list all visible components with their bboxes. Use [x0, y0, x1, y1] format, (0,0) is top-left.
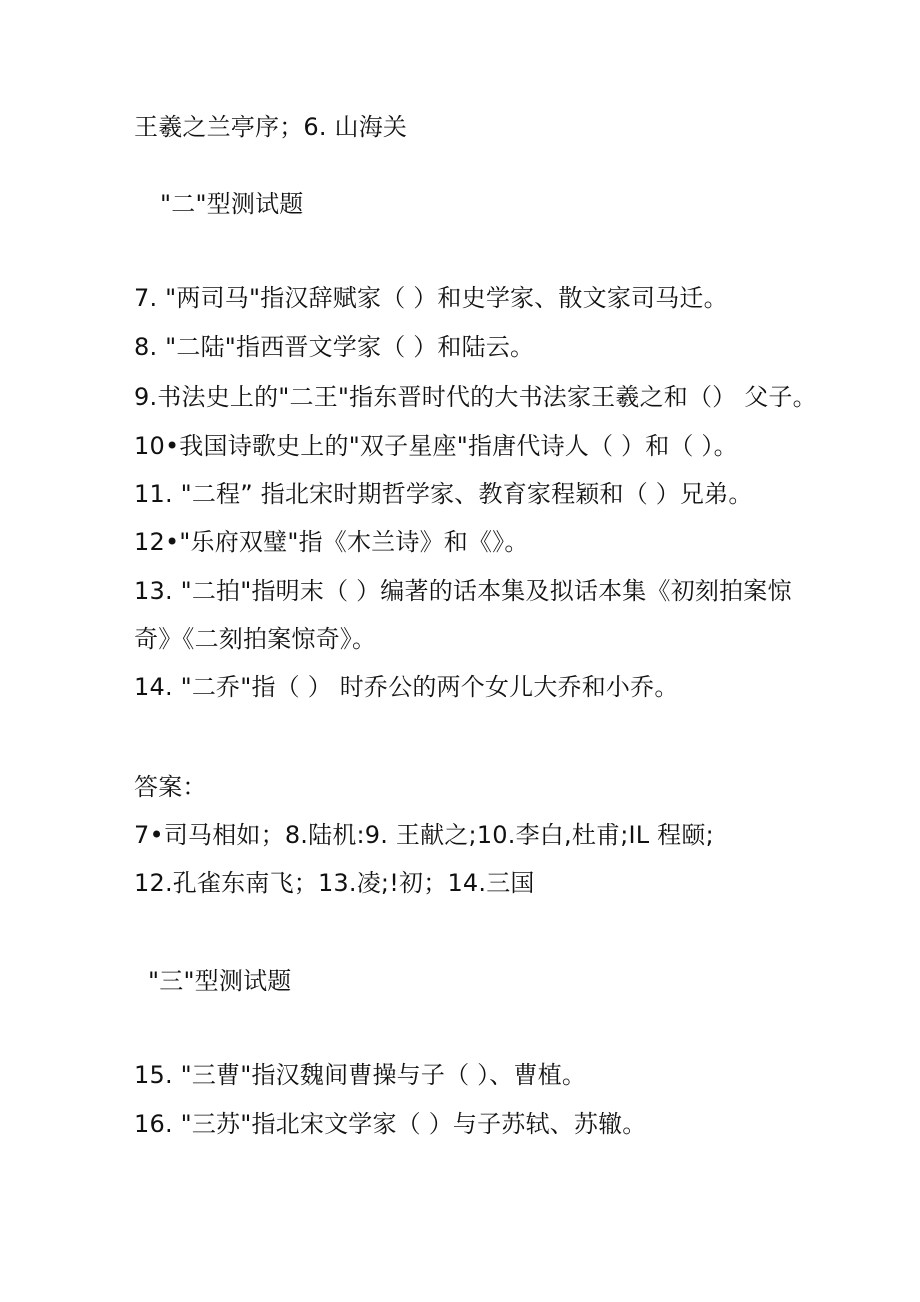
question-13-line-2: 奇》《二刻拍案惊奇》。: [134, 625, 377, 653]
section-heading-three: "三"型测试题: [148, 967, 292, 995]
question-9: 9.书法史上的"二王"指东晋时代的大书法家王羲之和（） 父子。: [134, 383, 817, 411]
question-10: 10•我国诗歌史上的"双子星座"指唐代诗人（ ）和（ ）。: [134, 432, 738, 460]
question-15: 15. "三曹"指汉魏间曹操与子（ ）、曹植。: [134, 1061, 587, 1089]
section-heading-two: "二"型测试题: [160, 190, 304, 218]
question-8: 8. "二陆"指西晋文学家（ ）和陆云。: [134, 333, 535, 361]
question-14: 14. "二乔"指（ ） 时乔公的两个女儿大乔和小乔。: [134, 673, 679, 701]
question-16: 16. "三苏"指北宋文学家（ ）与子苏轼、苏辙。: [134, 1110, 647, 1138]
answer-line-continued: 王羲之兰亭序；6. 山海关: [134, 113, 408, 141]
answers-line-2: 12.孔雀东南飞；13.凌;!初；14.三国: [134, 869, 535, 897]
question-11: 11. "二程” 指北宋时期哲学家、教育家程颖和（ ）兄弟。: [134, 480, 753, 508]
question-7: 7. "两司马"指汉辞赋家（ ）和史学家、散文家司马迁。: [134, 284, 728, 312]
answers-label: 答案：: [134, 773, 207, 801]
question-12: 12•"乐府双璧"指《木兰诗》和《》。: [134, 528, 529, 556]
question-13-line-1: 13. "二拍"指明末（ ）编著的话本集及拟话本集《初刻拍案惊: [134, 577, 792, 605]
answers-line-1: 7•司马相如；8.陆机:9. 王献之;10.李白,杜甫;IL 程颐;: [134, 821, 714, 849]
